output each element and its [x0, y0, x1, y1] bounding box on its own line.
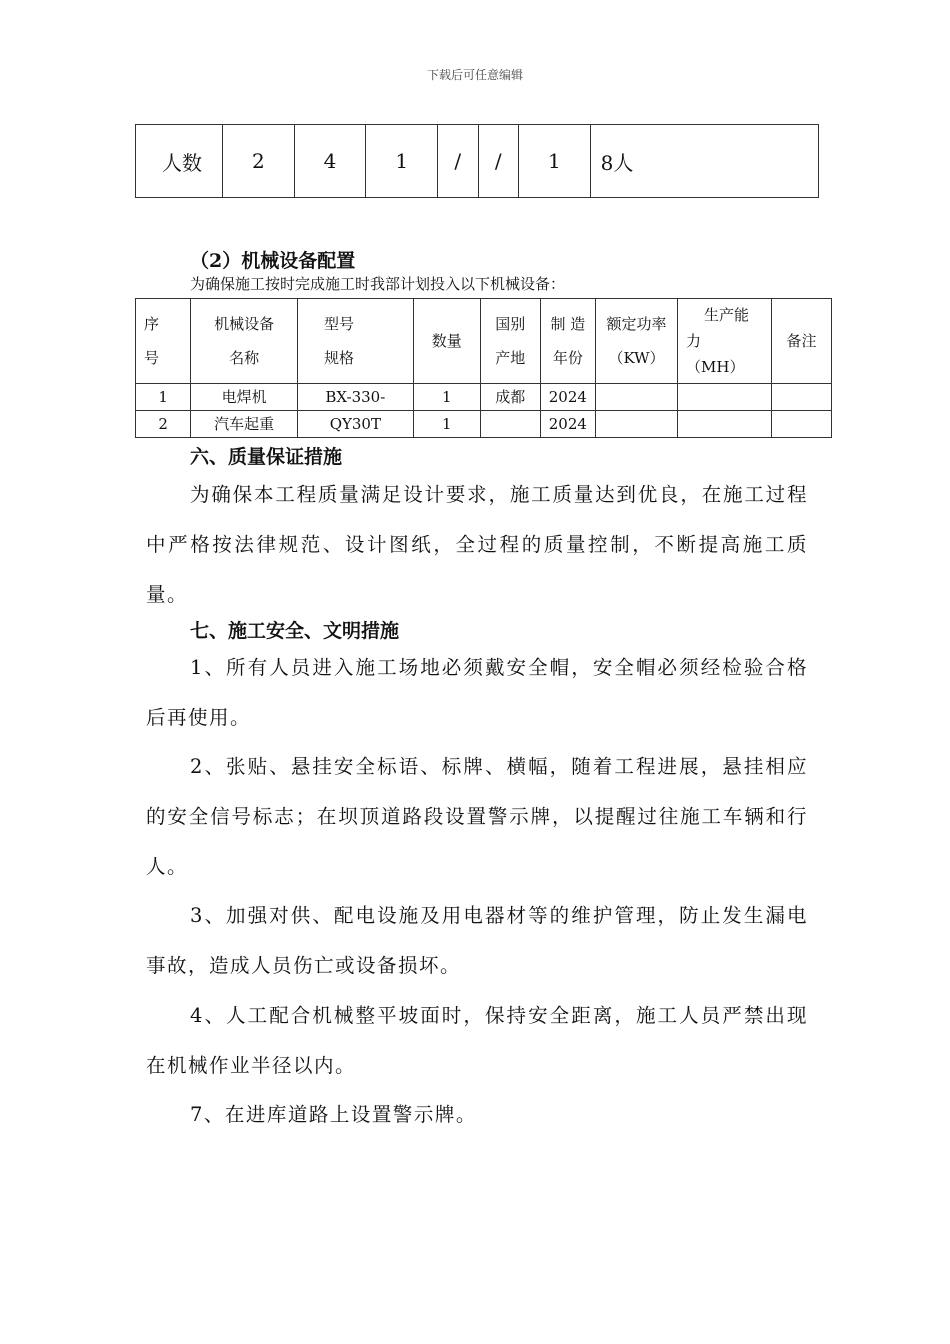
cell-seq: 1 — [136, 384, 191, 411]
header-remark: 备注 — [772, 299, 832, 384]
table-row — [136, 411, 832, 438]
header-qty: 数量 — [413, 299, 480, 384]
header-text: 产地 — [495, 349, 526, 367]
safety-item-1: 1、所有人员进入施工场地必须戴安全帽，安全帽必须经检验合格后再使用。 — [146, 656, 808, 729]
header-text: 生产能 — [704, 306, 750, 324]
table-cell: 4 — [294, 125, 366, 198]
cell-capacity — [678, 411, 772, 438]
quality-paragraph: 为确保本工程质量满足设计要求，施工质量达到优良，在施工过程中严格按法律规范、设计图纸，全过程的质量控制，不断提高施工质量。 — [146, 483, 808, 606]
table-cell: 2 — [223, 125, 295, 198]
cell-origin — [480, 411, 540, 438]
header-text: 制 造 — [550, 315, 586, 333]
table-row — [136, 125, 819, 198]
header-text: （KW） — [608, 349, 665, 367]
table-cell: 8人 — [590, 125, 818, 198]
header-text: 额定功率 — [606, 315, 667, 333]
cell-year: 2024 — [540, 411, 595, 438]
header-text: 机械设备 — [214, 315, 275, 333]
header-text: 国别 — [495, 315, 526, 333]
header-text: 年份 — [552, 349, 583, 367]
header-year — [540, 299, 595, 384]
cell-remark — [772, 411, 832, 438]
table-cell: 1 — [518, 125, 590, 198]
header-power — [595, 299, 677, 384]
section-title-machinery: （2）机械设备配置 — [190, 250, 356, 272]
machinery-table — [135, 298, 832, 438]
table-cell: / — [438, 125, 478, 198]
cell-name: 汽车起重 — [191, 411, 298, 438]
cell-model: BX-330- — [297, 384, 413, 411]
section-title-safety: 七、施工安全、文明措施 — [190, 620, 400, 642]
header-model — [297, 299, 413, 384]
header-text: 号 — [144, 349, 160, 367]
header-text: 规格 — [323, 349, 354, 367]
row-label: 人数 — [136, 125, 223, 198]
staff-count-table — [135, 124, 819, 198]
header-origin — [480, 299, 540, 384]
cell-origin: 成都 — [480, 384, 540, 411]
cell-seq: 2 — [136, 411, 191, 438]
page-header: 下载后可任意编辑 — [426, 68, 523, 82]
cell-capacity — [678, 384, 772, 411]
cell-power — [595, 411, 677, 438]
machinery-intro: 为确保施工按时完成施工时我部计划投入以下机械设备： — [190, 275, 566, 293]
header-name — [191, 299, 298, 384]
header-capacity — [678, 299, 772, 384]
safety-item-4: 4、人工配合机械整平坡面时，保持安全距离，施工人员严禁出现在机械作业半径以内。 — [146, 1004, 808, 1077]
cell-name: 电焊机 — [191, 384, 298, 411]
table-cell: / — [478, 125, 518, 198]
header-seq — [136, 299, 191, 384]
table-row — [136, 384, 832, 411]
cell-remark — [772, 384, 832, 411]
header-text: 名称 — [229, 349, 260, 367]
cell-model: QY30T — [297, 411, 413, 438]
table-cell: 1 — [366, 125, 438, 198]
header-text: （MH） — [686, 358, 745, 376]
cell-power — [595, 384, 677, 411]
header-text: 力 — [686, 332, 702, 350]
section-title-quality: 六、质量保证措施 — [190, 446, 343, 468]
safety-item-2: 2、张贴、悬挂安全标语、标牌、横幅，随着工程进展，悬挂相应的安全信号标志；在坝顶道路段设置警示牌，以提醒过往施工车辆和行人。 — [146, 755, 808, 878]
cell-year: 2024 — [540, 384, 595, 411]
cell-qty: 1 — [413, 411, 480, 438]
table-header-row — [136, 299, 832, 384]
cell-qty: 1 — [413, 384, 480, 411]
header-text: 型号 — [323, 315, 354, 333]
header-text: 序 — [144, 315, 160, 333]
safety-item-7: 7、在进库道路上设置警示牌。 — [190, 1103, 477, 1126]
safety-item-3: 3、加强对供、配电设施及用电器材等的维护管理，防止发生漏电事故，造成人员伤亡或设备损坏。 — [146, 904, 808, 977]
